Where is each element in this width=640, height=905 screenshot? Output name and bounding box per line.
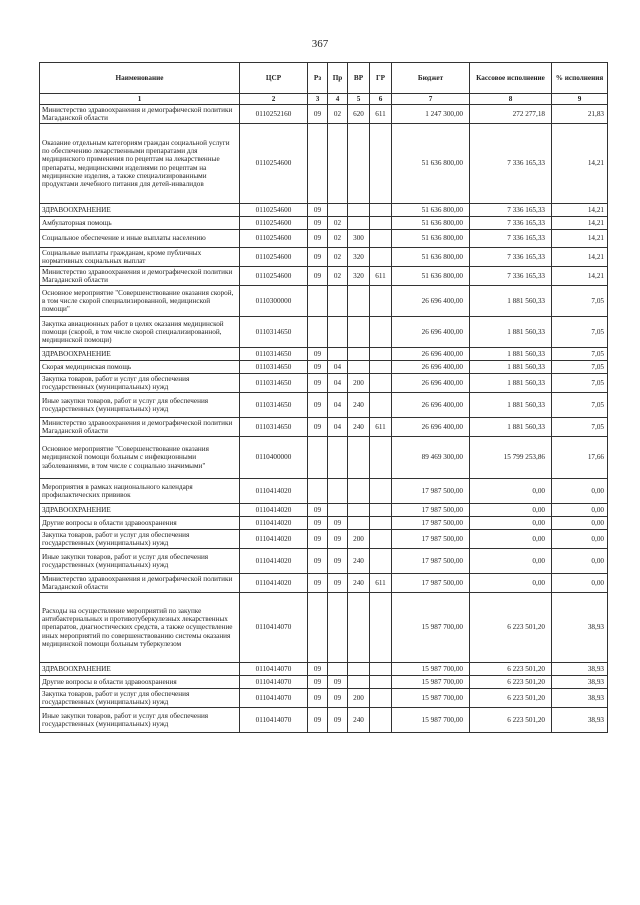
row-vr: 240 [348,418,370,437]
row-vr: 620 [348,105,370,124]
row-cash: 1 881 560,33 [470,286,552,317]
row-rz: 09 [308,361,328,374]
row-vr [348,479,370,504]
row-gr [370,393,392,418]
row-budget: 26 696 400,00 [392,348,470,361]
column-number: 2 [240,94,308,105]
table-row [40,361,608,374]
row-csr: 0110414020 [240,530,308,549]
row-budget: 51 636 800,00 [392,248,470,267]
row-name: Министерство здравоохранения и демографической политики Магаданской области [40,105,240,124]
row-pr: 02 [328,248,348,267]
table-row [40,418,608,437]
row-name: Социальные выплаты гражданам, кроме публичных нормативных социальных выплат [40,248,240,267]
column-number-row [40,94,608,105]
row-gr: 611 [370,574,392,593]
row-cash: 0,00 [470,530,552,549]
table-row [40,549,608,574]
table-row [40,286,608,317]
row-rz: 09 [308,217,328,230]
row-cash: 6 223 501,20 [470,663,552,676]
row-vr: 200 [348,530,370,549]
row-gr [370,504,392,517]
row-gr [370,248,392,267]
row-pct: 7,05 [552,393,608,418]
row-csr: 0110314650 [240,393,308,418]
row-gr [370,479,392,504]
row-pct: 0,00 [552,517,608,530]
row-pct: 14,21 [552,204,608,217]
row-cash: 1 881 560,33 [470,393,552,418]
row-pr: 09 [328,549,348,574]
row-cash: 0,00 [470,479,552,504]
row-pct: 38,93 [552,708,608,733]
header-cash: Кассовое исполнение [470,63,552,94]
row-gr [370,217,392,230]
row-name: Иные закупки товаров, работ и услуг для обеспечения государственных (муниципальных) нужд [40,549,240,574]
row-vr [348,286,370,317]
row-rz [308,317,328,348]
row-pr: 04 [328,374,348,393]
row-pct: 38,93 [552,689,608,708]
row-gr [370,230,392,248]
row-gr [370,317,392,348]
header-name: Наименование [40,63,240,94]
row-gr [370,348,392,361]
row-gr [370,361,392,374]
row-pr: 09 [328,689,348,708]
column-number: 3 [308,94,328,105]
table-row [40,574,608,593]
row-rz: 09 [308,105,328,124]
table-row [40,708,608,733]
row-csr: 0110254600 [240,204,308,217]
row-gr [370,286,392,317]
row-pr: 02 [328,217,348,230]
row-pr [328,479,348,504]
header-pct: % исполнения [552,63,608,94]
row-csr: 0110414020 [240,504,308,517]
row-vr [348,663,370,676]
table-row [40,248,608,267]
row-gr [370,124,392,204]
header-rz: Рз [308,63,328,94]
row-vr [348,504,370,517]
row-budget: 89 469 300,00 [392,437,470,479]
row-pr [328,204,348,217]
row-csr: 0110314650 [240,374,308,393]
header-pr: Пр [328,63,348,94]
row-pr: 09 [328,574,348,593]
row-budget: 51 636 800,00 [392,124,470,204]
row-pr: 09 [328,517,348,530]
row-budget: 17 987 500,00 [392,479,470,504]
row-pr: 09 [328,530,348,549]
row-csr: 0110254600 [240,217,308,230]
row-budget: 51 636 800,00 [392,217,470,230]
row-rz: 09 [308,374,328,393]
row-cash: 1 881 560,33 [470,317,552,348]
row-cash: 7 336 165,33 [470,267,552,286]
row-name: Расходы на осуществление мероприятий по закупке антибактериальных и противотуберкулезных лекарственных препаратов, диагностических средств, а также осуществление иных мероприятий по совершенствованию системы оказания медицинской помощи больным туберкулезом [40,593,240,663]
row-cash: 6 223 501,20 [470,593,552,663]
row-rz [308,286,328,317]
row-name: Амбулаторная помощь [40,217,240,230]
row-csr: 0110314650 [240,418,308,437]
row-vr [348,517,370,530]
row-name: ЗДРАВООХРАНЕНИЕ [40,204,240,217]
row-rz [308,479,328,504]
table-row [40,317,608,348]
row-name: ЗДРАВООХРАНЕНИЕ [40,348,240,361]
row-pr [328,348,348,361]
row-cash: 1 881 560,33 [470,348,552,361]
column-number: 7 [392,94,470,105]
row-name: Закупка товаров, работ и услуг для обеспечения государственных (муниципальных) нужд [40,374,240,393]
row-pr: 02 [328,230,348,248]
row-cash: 6 223 501,20 [470,708,552,733]
row-name: Закупка авиационных работ в целях оказания медицинской помощи (скорой, в том числе скорой специализированной, медицинской помощи) [40,317,240,348]
row-name: Скорая медицинская помощь [40,361,240,374]
row-vr [348,361,370,374]
row-csr: 0110414070 [240,708,308,733]
table-row [40,517,608,530]
row-gr [370,549,392,574]
row-csr: 0110254600 [240,267,308,286]
column-number: 9 [552,94,608,105]
row-vr [348,437,370,479]
row-name: Основное мероприятие "Совершенствование оказания медицинской помощи больным с инфекционными заболеваниями, в том числе с социально значимыми" [40,437,240,479]
row-vr [348,676,370,689]
row-gr [370,689,392,708]
row-rz [308,593,328,663]
row-budget: 26 696 400,00 [392,361,470,374]
row-vr: 200 [348,374,370,393]
row-pct: 14,21 [552,217,608,230]
row-budget: 1 247 300,00 [392,105,470,124]
row-cash: 6 223 501,20 [470,676,552,689]
row-vr [348,593,370,663]
row-gr [370,374,392,393]
row-rz [308,124,328,204]
row-cash: 15 799 253,86 [470,437,552,479]
row-csr: 0110252160 [240,105,308,124]
row-csr: 0110300000 [240,286,308,317]
row-pct: 0,00 [552,530,608,549]
row-vr: 240 [348,393,370,418]
row-gr [370,530,392,549]
row-name: Другие вопросы в области здравоохранения [40,676,240,689]
row-name: Министерство здравоохранения и демографической политики Магаданской области [40,267,240,286]
table-row [40,124,608,204]
column-number: 4 [328,94,348,105]
row-cash: 0,00 [470,549,552,574]
row-budget: 51 636 800,00 [392,204,470,217]
column-number: 1 [40,94,240,105]
table-row [40,217,608,230]
row-pr: 04 [328,393,348,418]
row-csr: 0110414020 [240,574,308,593]
row-pct: 7,05 [552,286,608,317]
row-name: Закупка товаров, работ и услуг для обеспечения государственных (муниципальных) нужд [40,530,240,549]
row-budget: 15 987 700,00 [392,663,470,676]
row-csr: 0110414070 [240,676,308,689]
row-pr [328,663,348,676]
row-cash: 0,00 [470,574,552,593]
row-name: Социальное обеспечение и иные выплаты населению [40,230,240,248]
row-rz: 09 [308,517,328,530]
row-budget: 17 987 500,00 [392,530,470,549]
row-rz: 09 [308,204,328,217]
budget-execution-table [39,62,608,733]
row-pct: 38,93 [552,593,608,663]
row-rz: 09 [308,504,328,517]
row-name: Мероприятия в рамках национального календаря профилактических прививок [40,479,240,504]
table-row [40,437,608,479]
row-pr: 02 [328,267,348,286]
header-gr: ГР [370,63,392,94]
row-csr: 0110414020 [240,479,308,504]
row-pr [328,124,348,204]
row-cash: 7 336 165,33 [470,230,552,248]
table-row [40,689,608,708]
row-pr: 09 [328,676,348,689]
table-row [40,267,608,286]
row-vr [348,217,370,230]
row-rz: 09 [308,267,328,286]
row-pct: 0,00 [552,504,608,517]
row-vr: 240 [348,708,370,733]
row-csr: 0110314650 [240,348,308,361]
header-vr: ВР [348,63,370,94]
row-vr: 240 [348,574,370,593]
row-cash: 0,00 [470,517,552,530]
row-vr [348,204,370,217]
table-row [40,663,608,676]
row-pct: 7,05 [552,361,608,374]
row-pct: 7,05 [552,374,608,393]
row-cash: 0,00 [470,504,552,517]
row-csr: 0110400000 [240,437,308,479]
row-csr: 0110414070 [240,663,308,676]
row-pct: 14,21 [552,267,608,286]
row-rz: 09 [308,549,328,574]
row-cash: 6 223 501,20 [470,689,552,708]
row-gr [370,204,392,217]
row-csr: 0110414070 [240,689,308,708]
table-row [40,504,608,517]
row-csr: 0110254600 [240,248,308,267]
row-gr: 611 [370,267,392,286]
table-row [40,105,608,124]
row-pr: 04 [328,418,348,437]
row-pr: 04 [328,361,348,374]
row-rz: 09 [308,663,328,676]
table-row [40,230,608,248]
row-budget: 26 696 400,00 [392,418,470,437]
row-cash: 1 881 560,33 [470,361,552,374]
row-rz: 09 [308,393,328,418]
row-cash: 1 881 560,33 [470,374,552,393]
column-number: 8 [470,94,552,105]
row-vr: 320 [348,248,370,267]
row-budget: 17 987 500,00 [392,574,470,593]
row-budget: 17 987 500,00 [392,517,470,530]
row-gr: 611 [370,418,392,437]
row-budget: 15 987 700,00 [392,593,470,663]
row-gr [370,593,392,663]
row-name: ЗДРАВООХРАНЕНИЕ [40,663,240,676]
row-name: Министерство здравоохранения и демографической политики Магаданской области [40,574,240,593]
row-gr [370,517,392,530]
row-gr: 611 [370,105,392,124]
row-budget: 26 696 400,00 [392,374,470,393]
row-budget: 51 636 800,00 [392,267,470,286]
table-row [40,479,608,504]
row-rz: 09 [308,676,328,689]
row-vr: 240 [348,549,370,574]
row-budget: 17 987 500,00 [392,549,470,574]
row-vr: 200 [348,689,370,708]
row-cash: 272 277,18 [470,105,552,124]
header-budget: Бюджет [392,63,470,94]
row-vr [348,317,370,348]
row-csr: 0110254600 [240,124,308,204]
row-budget: 15 987 700,00 [392,676,470,689]
row-vr [348,348,370,361]
row-budget: 26 696 400,00 [392,286,470,317]
row-pct: 14,21 [552,124,608,204]
row-pct: 7,05 [552,317,608,348]
row-pct: 14,21 [552,248,608,267]
row-gr [370,708,392,733]
table-row [40,348,608,361]
row-name: Другие вопросы в области здравоохранения [40,517,240,530]
table-row [40,530,608,549]
row-vr: 300 [348,230,370,248]
row-rz: 09 [308,574,328,593]
row-name: Закупка товаров, работ и услуг для обеспечения государственных (муниципальных) нужд [40,689,240,708]
table-row [40,593,608,663]
row-cash: 7 336 165,33 [470,124,552,204]
header-csr: ЦСР [240,63,308,94]
row-pr [328,504,348,517]
row-pct: 38,93 [552,676,608,689]
table-row [40,204,608,217]
row-csr: 0110314650 [240,361,308,374]
row-pct: 17,66 [552,437,608,479]
row-vr [348,124,370,204]
row-rz: 09 [308,530,328,549]
row-cash: 7 336 165,33 [470,204,552,217]
header-row [40,63,608,94]
row-cash: 7 336 165,33 [470,248,552,267]
row-name: ЗДРАВООХРАНЕНИЕ [40,504,240,517]
table-row [40,393,608,418]
row-cash: 7 336 165,33 [470,217,552,230]
row-pr [328,286,348,317]
row-pr: 09 [328,708,348,733]
row-budget: 26 696 400,00 [392,393,470,418]
row-csr: 0110414070 [240,593,308,663]
row-csr: 0110414020 [240,549,308,574]
row-rz: 09 [308,418,328,437]
row-pct: 0,00 [552,574,608,593]
row-name: Иные закупки товаров, работ и услуг для обеспечения государственных (муниципальных) нужд [40,708,240,733]
row-rz: 09 [308,348,328,361]
row-name: Основное мероприятие "Совершенствование оказания скорой, в том числе скорой специализированной, медицинской помощи" [40,286,240,317]
row-pr [328,437,348,479]
column-number: 5 [348,94,370,105]
row-budget: 17 987 500,00 [392,504,470,517]
row-cash: 1 881 560,33 [470,418,552,437]
row-gr [370,676,392,689]
table-row [40,374,608,393]
row-pct: 38,93 [552,663,608,676]
row-csr: 0110314650 [240,317,308,348]
column-number: 6 [370,94,392,105]
row-vr: 320 [348,267,370,286]
row-budget: 51 636 800,00 [392,230,470,248]
page-number: 367 [311,38,329,50]
row-csr: 0110414020 [240,517,308,530]
row-rz [308,437,328,479]
row-pct: 0,00 [552,549,608,574]
row-name: Иные закупки товаров, работ и услуг для обеспечения государственных (муниципальных) нужд [40,393,240,418]
row-budget: 15 987 700,00 [392,689,470,708]
table-body [40,105,608,733]
row-rz: 09 [308,248,328,267]
row-name: Оказание отдельным категориям граждан социальной услуги по обеспечению лекарственными препаратами для медицинского применения по рецептам на лекарственные препараты, медицинскими изделиями по рецептам на медицинские изделия, а также специализированными продуктами лечебного питания для детей-инвалидов [40,124,240,204]
row-pr [328,317,348,348]
row-pct: 0,00 [552,479,608,504]
table-row [40,676,608,689]
row-pct: 7,05 [552,418,608,437]
row-csr: 0110254600 [240,230,308,248]
row-rz: 09 [308,689,328,708]
row-budget: 15 987 700,00 [392,708,470,733]
row-rz: 09 [308,708,328,733]
row-budget: 26 696 400,00 [392,317,470,348]
row-pct: 21,83 [552,105,608,124]
row-pr [328,593,348,663]
row-pct: 14,21 [552,230,608,248]
row-pct: 7,05 [552,348,608,361]
row-pr: 02 [328,105,348,124]
row-name: Министерство здравоохранения и демографической политики Магаданской области [40,418,240,437]
row-rz: 09 [308,230,328,248]
row-gr [370,437,392,479]
row-gr [370,663,392,676]
